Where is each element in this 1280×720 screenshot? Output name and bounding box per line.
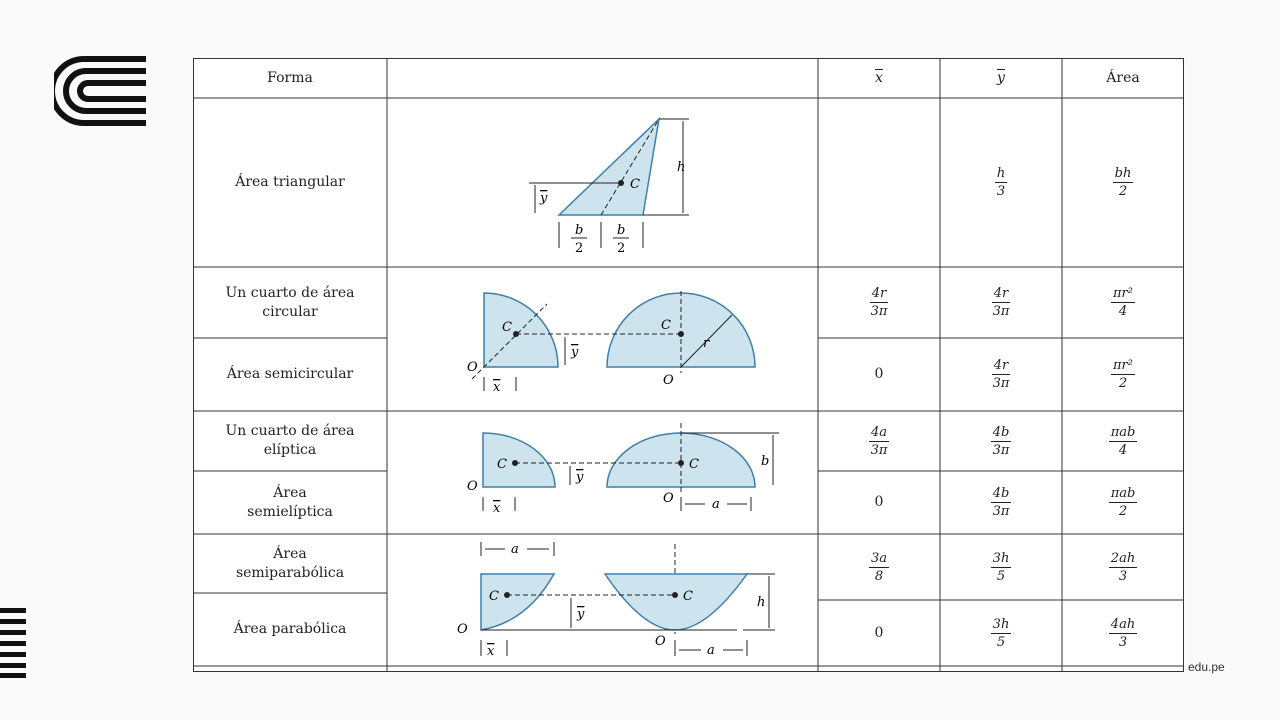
triangle-shape <box>559 119 659 215</box>
parabola-shape <box>605 574 747 630</box>
ybar-semiellipse: $\frac{4b}{3\pi}$ <box>992 486 1010 519</box>
parabola-h-label: h <box>757 595 766 610</box>
ellipse-a-label: a <box>712 497 720 512</box>
triangle-b-num-2: b <box>617 223 626 238</box>
xbar-quarter-ellipse: $\frac{4a}{3\pi}$ <box>870 424 888 458</box>
ybar-semicircle: $\frac{4r}{3\pi}$ <box>992 358 1010 391</box>
triangle-figure <box>387 98 818 267</box>
shape-name-quarter-circle: Un cuarto de área circular <box>225 284 355 320</box>
quarter-circle-c-label: C <box>502 320 512 335</box>
quarter-ellipse-shape <box>483 433 555 487</box>
area-quarter-ellipse: $\frac{\text{πab}}{4}$ <box>1110 424 1136 458</box>
triangle-b-den-2: 2 <box>617 241 626 256</box>
xbar-semicircle: 0 <box>874 366 884 382</box>
parabola-o-label: O <box>655 634 666 649</box>
xbar-parabola: 0 <box>874 624 884 641</box>
xbar-quarter-circle: $\frac{4r}{3\pi}$ <box>870 286 888 319</box>
header-forma: Forma <box>267 69 313 86</box>
circle-xbar-label: x <box>493 380 501 395</box>
header-ybar: $\overline{y}$ <box>997 69 1005 86</box>
parabola-xbar-label: x <box>487 644 495 659</box>
semiparabola-a-label: a <box>511 542 519 557</box>
ybar-quarter-ellipse: $\frac{4b}{3\pi}$ <box>992 424 1010 458</box>
quarter-ellipse-o-label: O <box>467 479 478 494</box>
radius-label: r <box>703 336 710 351</box>
circle-figure <box>387 267 818 411</box>
semiparabola-c-label: C <box>489 589 499 604</box>
parabola-c-label: C <box>683 589 693 604</box>
semicircle-o-label: O <box>663 373 674 388</box>
header-xbar: $\overline{x}$ <box>875 69 883 86</box>
shape-name-quarter-ellipse: Un cuarto de área elíptica <box>225 423 355 458</box>
triangle-h-label: h <box>677 160 686 175</box>
parabola-figure <box>387 534 818 672</box>
shape-name-triangle: Área triangular <box>235 174 345 190</box>
footer-domain: edu.pe <box>1188 660 1225 674</box>
triangle-ybar-label: y <box>540 191 548 206</box>
shape-name-semicircle: Área semicircular <box>226 366 354 382</box>
circle-ybar-label: y <box>571 345 579 360</box>
header-area: Área <box>1106 69 1140 86</box>
ellipse-b-label: b <box>761 454 770 469</box>
area-semiparabola: $\frac{2ah}{3}$ <box>1110 550 1136 584</box>
ybar-parabola: $\frac{3h}{5}$ <box>992 616 1010 650</box>
triangle-c-label: C <box>630 177 640 192</box>
semiparabola-o-label: O <box>457 622 468 637</box>
xbar-semiparabola: $\frac{3a}{8}$ <box>870 550 888 584</box>
ellipse-xbar-label: x <box>493 501 501 516</box>
area-parabola: $\frac{4ah}{3}$ <box>1110 616 1136 650</box>
stripes-icon <box>0 608 26 678</box>
quarter-circle-o-label: O <box>467 360 478 375</box>
area-semiellipse: $\frac{\text{πab}}{2}$ <box>1110 486 1136 519</box>
shape-name-parabola: Área parabólica <box>233 621 347 637</box>
shape-name-semiparabola: Área semiparabólica <box>235 545 345 581</box>
ellipse-ybar-label: y <box>576 470 584 485</box>
area-quarter-circle: $\frac{\text{πr²}}{4}$ <box>1113 286 1133 319</box>
ybar-semiparabola: $\frac{3h}{5}$ <box>992 550 1010 584</box>
ellipse-figure <box>387 411 818 534</box>
triangle-b-den-1: 2 <box>575 241 584 256</box>
semiellipse-c-label: C <box>689 457 699 472</box>
centroid-table <box>193 58 1185 672</box>
ybar-quarter-circle: $\frac{4r}{3\pi}$ <box>992 286 1010 319</box>
brand-logo <box>54 55 150 127</box>
area-semicircle: $\frac{\text{πr²}}{2}$ <box>1113 358 1133 391</box>
area-triangle: $\frac{bh}{2}$ <box>1114 166 1132 199</box>
shape-name-semiellipse: Área semielíptica <box>247 484 333 520</box>
xbar-semiellipse: 0 <box>874 494 884 510</box>
ybar-triangle: $\frac{h}{3}$ <box>996 166 1006 199</box>
triangle-b-num-1: b <box>575 223 584 238</box>
parabola-ybar-label: y <box>577 607 585 622</box>
quarter-ellipse-c-label: C <box>497 457 507 472</box>
semiellipse-o-label: O <box>663 491 674 506</box>
parabola-a-label: a <box>707 643 715 658</box>
semicircle-c-label: C <box>661 318 671 333</box>
